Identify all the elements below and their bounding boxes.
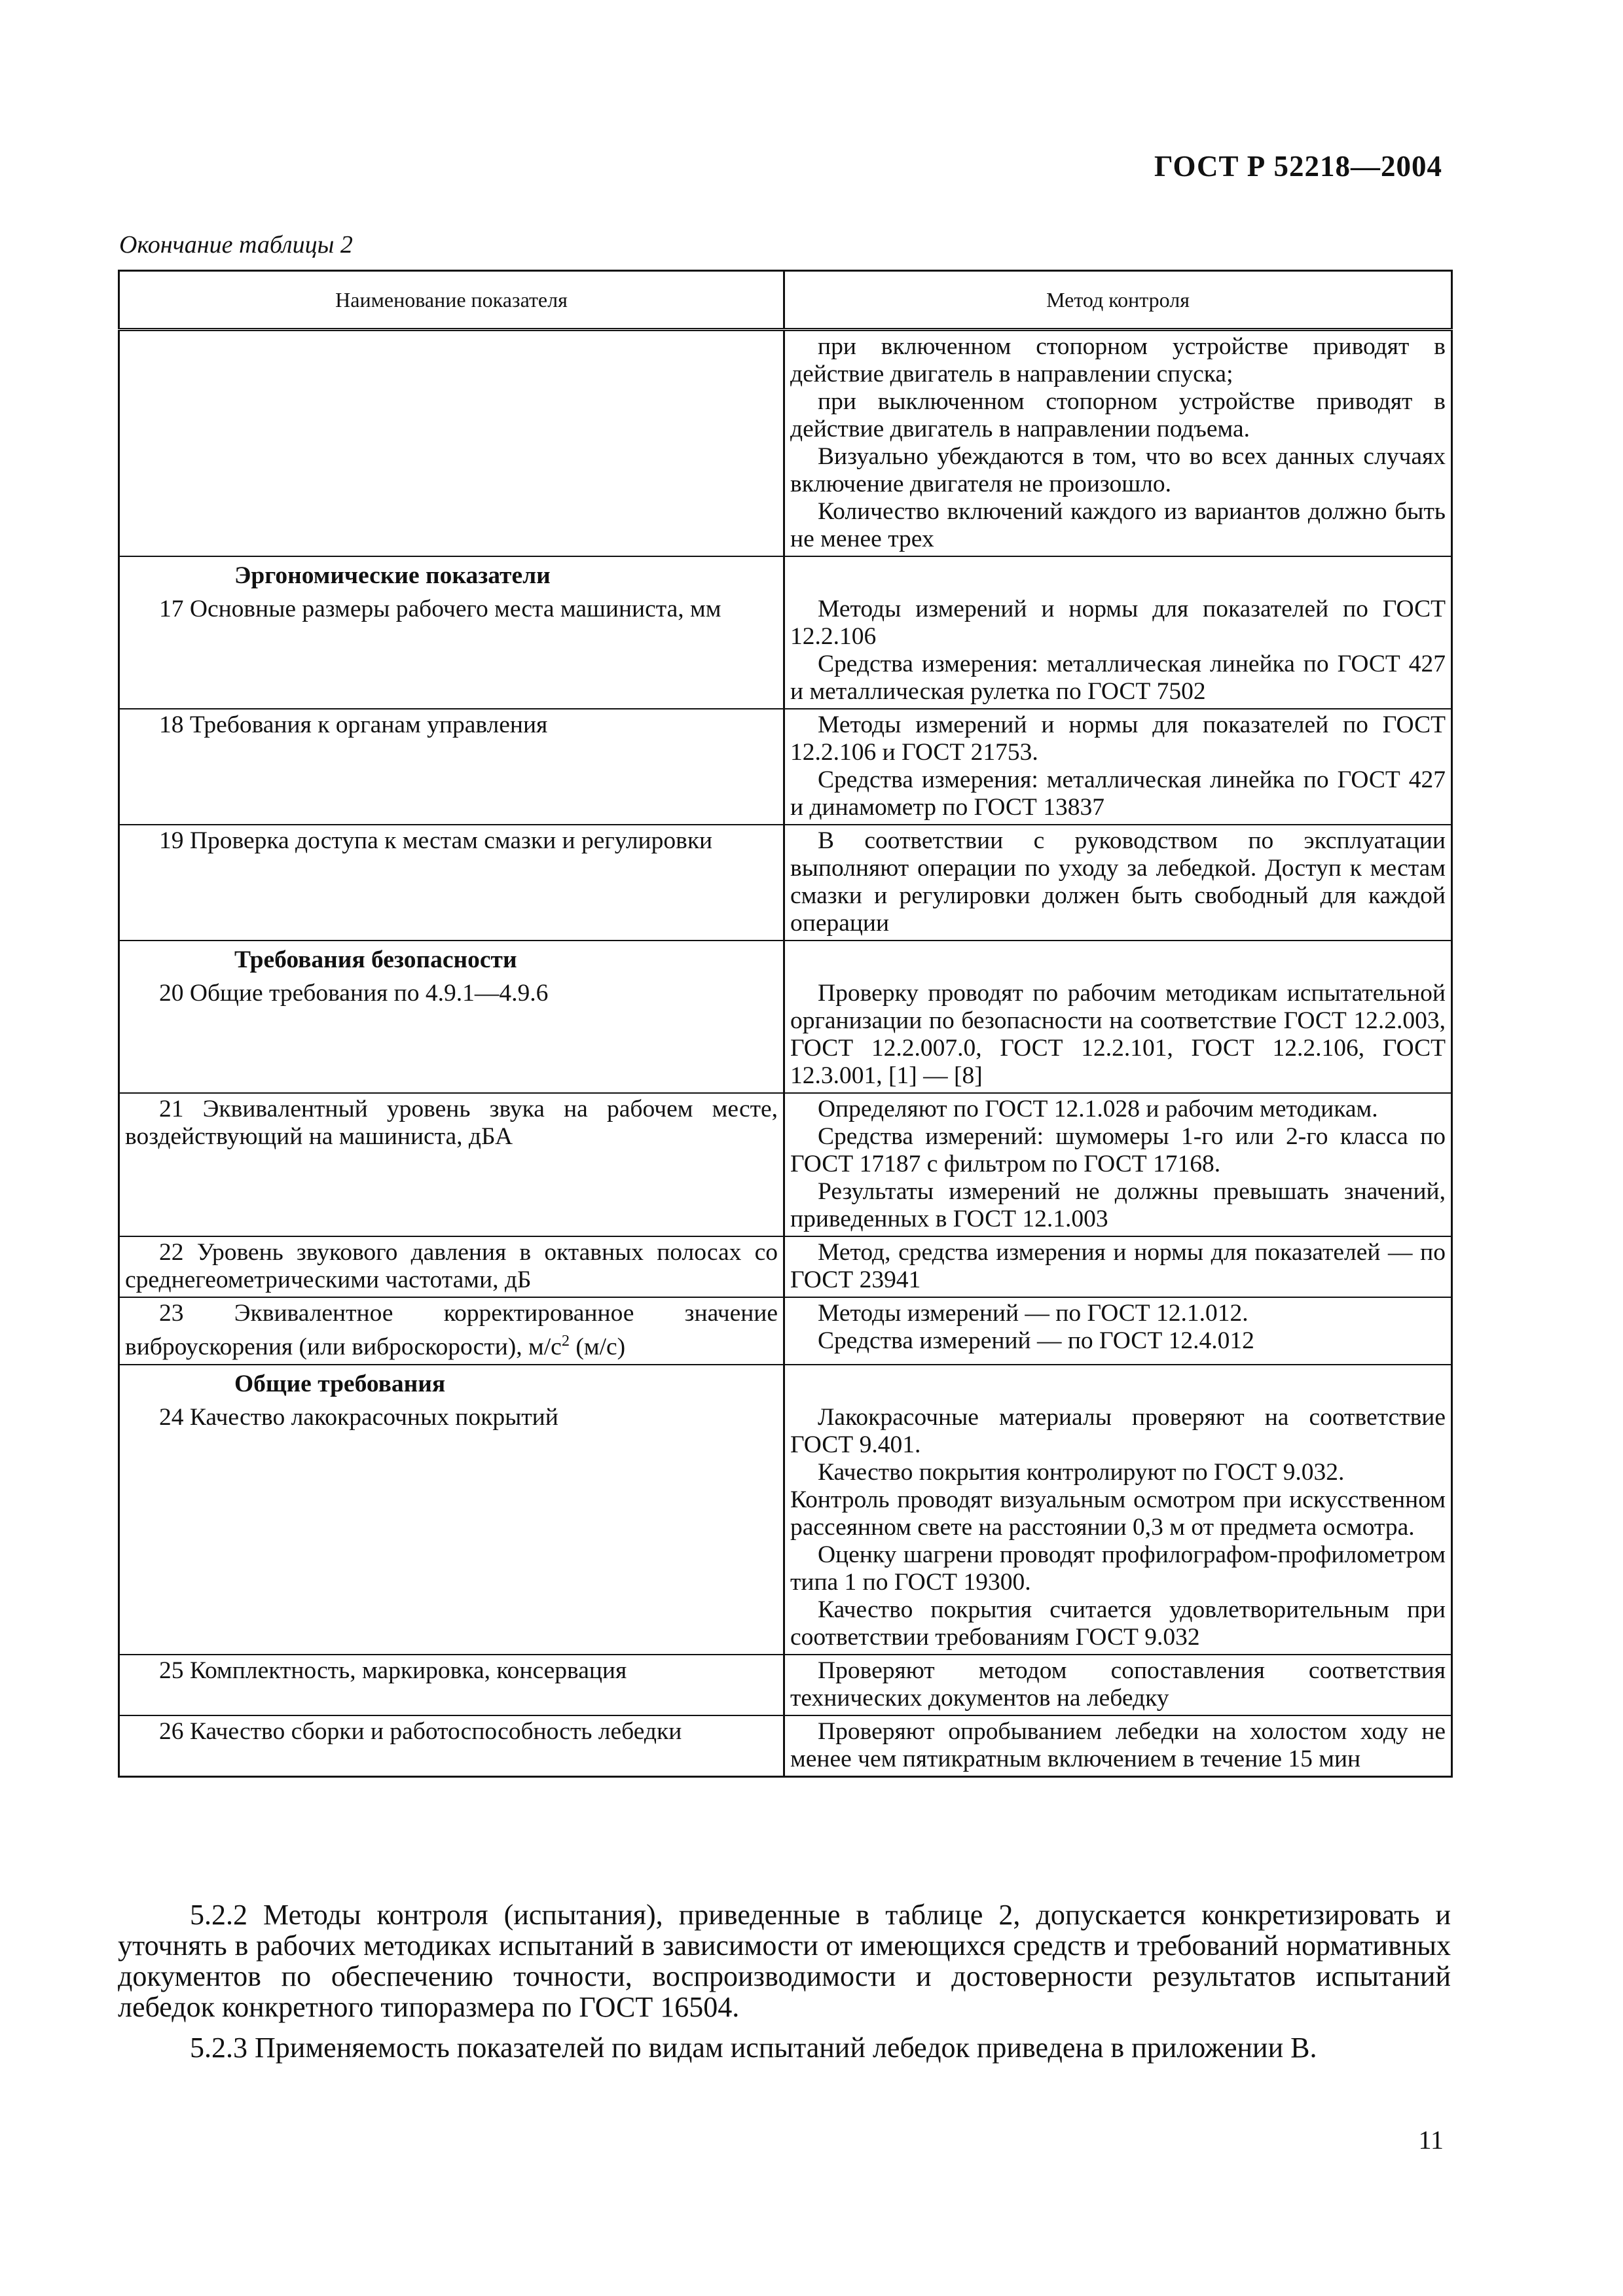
method-line: Методы измерений — по ГОСТ 12.1.012. [818,1300,1249,1327]
page-number: 11 [1418,2125,1444,2155]
group-heading: Эргономические показатели [119,556,784,594]
method-cell [784,1093,1452,1236]
indicator-cell: 25 Комплектность, маркировка, консервация [119,1655,784,1715]
indicator-text: 23 Эквивалентное корректированное значение виброускорения (или виброскорости), м/с [125,1300,778,1361]
table-row [119,978,1452,1093]
table-row [119,1715,1452,1777]
method-line: Определяют по ГОСТ 12.1.028 и рабочим методикам. [818,1096,1378,1122]
indicator-cell [119,330,784,557]
table-row [119,594,1452,709]
method-line: Контроль проводят визуальным осмотром при искусственном рассеянном свете на расстоянии 0,3 м от предмета осмотра. [790,1486,1446,1541]
indicator-cell [119,1297,784,1365]
table-row [119,1236,1452,1297]
table-row [119,1297,1452,1365]
group-heading: Общие требования [119,1365,784,1402]
method-cell [784,978,1452,1093]
group-heading-empty [784,556,1452,594]
indicator-cell: 24 Качество лакокрасочных покрытий [119,1402,784,1655]
column-header-method: Метод контроля [784,271,1452,330]
indicator-cell: 22 Уровень звукового давления в октавных полосах со среднегеометрическими частотами, дБ [119,1236,784,1297]
indicator-cell: 20 Общие требования по 4.9.1—4.9.6 [119,978,784,1093]
indicator-cell: 19 Проверка доступа к местам смазки и регулировки [119,825,784,941]
method-line: Проверку проводят по рабочим методикам испытательной организации по безопасности на соответствие ГОСТ 12.2.003, ГОСТ 12.2.007.0, ГОСТ 12.2.101, ГОСТ 12.2.106, ГОСТ 12.3.001, [1] — [8] [790,980,1446,1089]
method-cell [784,1715,1452,1777]
paragraph-5-2-2: 5.2.2 Методы контроля (испытания), приведенные в таблице 2, допускается конкретизировать и уточнять в рабочих методиках испытаний в зависимости от имеющихся средств и требований нормативных документов по обеспечению точности, воспроизводимости и достоверности результатов испытаний лебедок конкретного типоразмера по ГОСТ 16504. [118,1899,1451,2023]
table-row [119,1093,1452,1236]
method-line: Средства измерения: металлическая линейка по ГОСТ 427 и динамометр по ГОСТ 13837 [790,766,1446,821]
method-line: Оценку шагрени проводят профилографом-профилометром типа 1 по ГОСТ 19300. [790,1541,1446,1596]
indicator-cell: 18 Требования к органам управления [119,709,784,825]
method-cell [784,330,1452,557]
method-line: при выключенном стопорном устройстве приводят в действие двигатель в направлении подъема. [790,388,1446,442]
document-code: ГОСТ Р 52218—2004 [1154,150,1442,183]
method-cell [784,709,1452,825]
table-row [119,1402,1452,1655]
method-line: Средства измерений: шумомеры 1-го или 2-го класса по ГОСТ 17187 с фильтром по ГОСТ 17168. [790,1123,1446,1177]
paragraph-5-2-3: 5.2.3 Применяемость показателей по видам испытаний лебедок приведена в приложении В. [190,2032,1317,2064]
superscript: 2 [561,1332,570,1350]
method-line: Количество включений каждого из вариантов должно быть не менее трех [790,498,1446,552]
indicator-cell: 21 Эквивалентный уровень звука на рабочем месте, воздействующий на машиниста, дБА [119,1093,784,1236]
group-heading-row [119,1365,1452,1402]
method-line: Проверяют опробыванием лебедки на холостом ходу не менее чем пятикратным включением в течение 15 мин [790,1717,1446,1772]
table-header-row [119,271,1452,330]
method-line: Качество покрытия контролируют по ГОСТ 9.032. [818,1458,1345,1486]
group-heading-row [119,941,1452,978]
method-line: Средства измерения: металлическая линейка по ГОСТ 427 и металлическая рулетка по ГОСТ 7502 [790,651,1446,705]
method-cell [784,1236,1452,1297]
method-line: Проверяют методом сопоставления соответствия технических документов на лебедку [790,1657,1446,1712]
method-line: Средства измерений — по ГОСТ 12.4.012 [818,1327,1254,1354]
table-row [119,825,1452,941]
method-line: В соответствии с руководством по эксплуатации выполняют операции по уходу за лебедкой. Доступ к местам смазки и регулировки должен быть свободный для каждой операции [790,827,1446,937]
method-line: Визуально убеждаются в том, что во всех данных случаях включение двигателя не произошло. [790,443,1446,497]
method-line: Методы измерений и нормы для показателей по ГОСТ 12.2.106 и ГОСТ 21753. [790,711,1446,766]
table-row [119,709,1452,825]
method-cell [784,1402,1452,1655]
method-cell [784,1297,1452,1365]
group-heading-row [119,556,1452,594]
method-line: Качество покрытия считается удовлетворительным при соответствии требованиям ГОСТ 9.032 [790,1596,1446,1651]
method-cell [784,825,1452,941]
method-line: Метод, средства измерения и нормы для показателей — по ГОСТ 23941 [790,1239,1446,1293]
method-line: Лакокрасочные материалы проверяют на соответствие ГОСТ 9.401. [790,1403,1446,1458]
method-line: при включенном стопорном устройстве приводят в действие двигатель в направлении спуска; [790,333,1446,387]
indicator-text-tail: (м/с) [570,1333,626,1361]
indicator-cell: 26 Качество сборки и работоспособность лебедки [119,1715,784,1777]
table-row [119,1655,1452,1715]
method-cell [784,594,1452,709]
indicator-cell: 17 Основные размеры рабочего места машиниста, мм [119,594,784,709]
group-heading: Требования безопасности [119,941,784,978]
group-heading-empty [784,941,1452,978]
group-heading-empty [784,1365,1452,1402]
requirements-table [118,270,1453,1778]
method-line: Методы измерений и нормы для показателей по ГОСТ 12.2.106 [790,596,1446,650]
method-line: Результаты измерений не должны превышать значений, приведенных в ГОСТ 12.1.003 [790,1178,1446,1232]
method-cell [784,1655,1452,1715]
table-row [119,330,1452,557]
table-caption: Окончание таблицы 2 [119,231,353,259]
column-header-indicator: Наименование показателя [119,271,784,330]
